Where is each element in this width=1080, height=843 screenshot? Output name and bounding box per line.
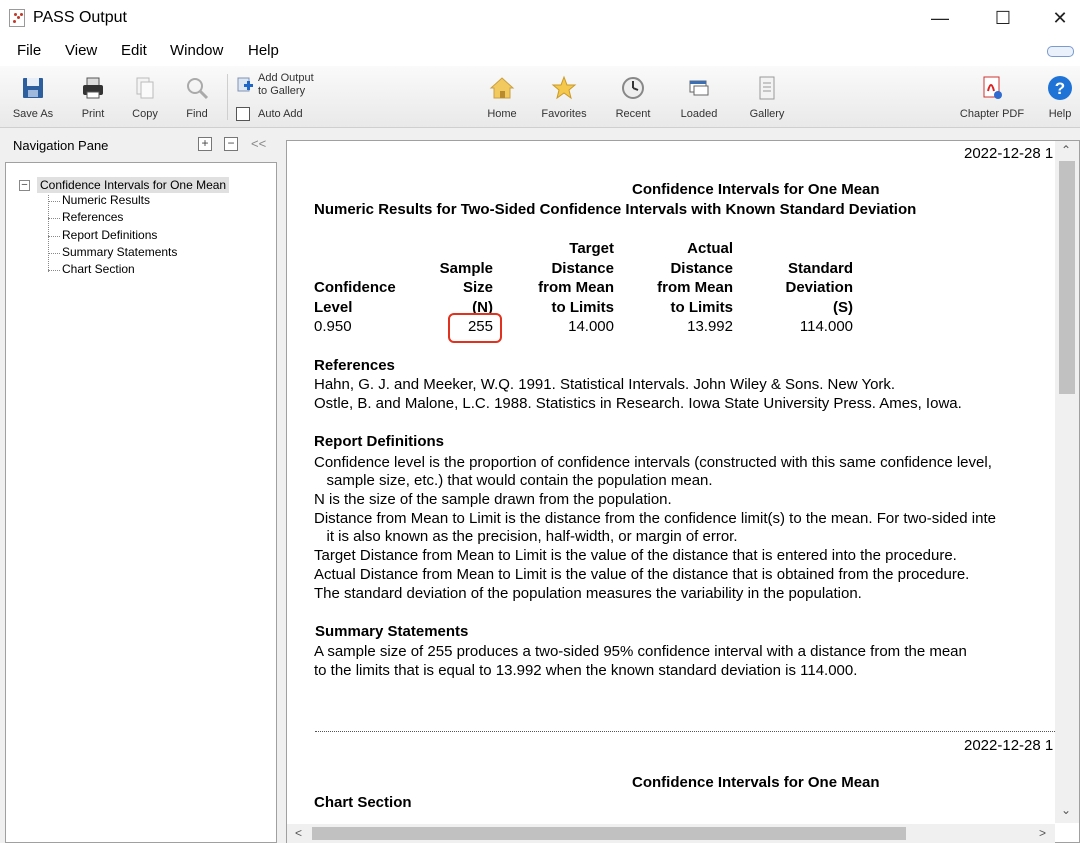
table-header-size: Size: [462, 279, 493, 296]
collapse-pane-button[interactable]: <<: [251, 136, 267, 151]
menu-help[interactable]: Help: [248, 42, 279, 59]
printer-icon: [80, 75, 106, 101]
summary-heading: Summary Statements: [315, 623, 469, 640]
report-subtitle: Numeric Results for Two-Sided Confidence Intervals with Known Standard Deviation: [314, 201, 917, 218]
table-header-actual: Actual: [687, 240, 733, 257]
svg-text:?: ?: [1054, 79, 1066, 98]
copy-button[interactable]: Copy: [120, 66, 170, 128]
menu-view[interactable]: View: [65, 42, 98, 59]
table-cell-standard-deviation: 114.000: [799, 318, 853, 335]
scroll-right-icon[interactable]: >: [1039, 826, 1047, 840]
favorites-button[interactable]: Favorites: [534, 66, 594, 128]
table-cell-target-distance: 14.000: [568, 318, 614, 335]
summary-line: to the limits that is equal to 13.992 when the known standard deviation is 114.000.: [314, 662, 858, 679]
chart-section-heading: Chart Section: [314, 794, 412, 811]
close-button[interactable]: ✕: [1052, 8, 1068, 28]
menu-edit[interactable]: Edit: [121, 42, 147, 59]
home-icon: [489, 75, 515, 101]
star-icon: [551, 75, 577, 101]
save-icon: [20, 75, 46, 101]
table-header-target-distance: Distance: [551, 260, 614, 277]
table-cell-confidence-level: 0.950: [314, 318, 352, 335]
home-button[interactable]: Home: [480, 66, 524, 128]
definition-line: it is also known as the precision, half-width, or margin of error.: [314, 528, 738, 545]
expand-all-icon[interactable]: +: [198, 137, 212, 151]
table-header-sample: Sample: [439, 260, 493, 277]
navigation-tree: − Confidence Intervals for One Mean Numeric Results References Report Definitions Summary Statements Chart Section: [5, 162, 277, 843]
scroll-left-icon[interactable]: <: [295, 826, 303, 840]
title-bar: [0, 0, 1080, 36]
table-header-confidence: Confidence: [314, 279, 396, 296]
navigation-pane-title: Navigation Pane: [13, 138, 109, 153]
reference-1: Hahn, G. J. and Meeker, W.Q. 1991. Statistical Intervals. John Wiley & Sons. New York.: [314, 376, 896, 393]
toolbar-separator: [227, 74, 228, 120]
table-header-level: Level: [314, 299, 353, 316]
table-header-actual-distance: Distance: [670, 260, 733, 277]
menu-window[interactable]: Window: [170, 42, 224, 59]
menu-file[interactable]: File: [17, 42, 42, 59]
add-output-to-gallery-button[interactable]: Add Output to Gallery: [236, 72, 336, 100]
copy-icon: [132, 75, 158, 101]
vertical-scroll-thumb[interactable]: [1059, 161, 1075, 394]
report-content: [287, 141, 1055, 824]
print-button[interactable]: Print: [68, 66, 118, 128]
recent-button[interactable]: Recent: [606, 66, 660, 128]
table-cell-sample-size: 255: [467, 318, 493, 335]
help-button[interactable]: ? Help: [1040, 66, 1080, 128]
table-header-standard: Standard: [787, 260, 853, 277]
toolbar: [0, 66, 1080, 128]
definition-line: sample size, etc.) that would contain the population mean.: [314, 472, 713, 489]
summary-line: A sample size of 255 produces a two-sided 95% confidence interval with a distance from the mean: [314, 643, 967, 660]
windows-icon: [686, 75, 712, 101]
gallery-button[interactable]: Gallery: [740, 66, 794, 128]
table-header-deviation: Deviation: [785, 279, 853, 296]
help-icon: [1047, 75, 1073, 101]
table-header-actual-to-limits: to Limits: [670, 299, 733, 316]
definition-line: N is the size of the sample drawn from the population.: [314, 491, 672, 508]
table-header-target-from-mean: from Mean: [538, 279, 614, 296]
reference-2: Ostle, B. and Malone, L.C. 1988. Statistics in Research. Iowa State University Press. Ames, Iowa.: [314, 395, 962, 412]
chapter-pdf-button[interactable]: Chapter PDF: [952, 66, 1032, 128]
loaded-button[interactable]: Loaded: [672, 66, 726, 128]
horizontal-scroll-thumb[interactable]: [312, 827, 906, 840]
definitions-heading: Report Definitions: [314, 433, 444, 450]
references-heading: References: [314, 357, 395, 374]
definition-line: Actual Distance from Mean to Limit is the value of the distance that is obtained from the procedure.: [314, 566, 970, 583]
pdf-icon: [979, 75, 1005, 101]
find-button[interactable]: Find: [172, 66, 222, 128]
definition-line: Target Distance from Mean to Limit is the value of the distance that is entered into the procedure.: [314, 547, 957, 564]
table-header-s: (S): [833, 299, 853, 316]
save-as-button[interactable]: Save As: [6, 66, 60, 128]
horizontal-scrollbar[interactable]: [287, 824, 1055, 843]
scroll-up-icon[interactable]: ⌃: [1061, 143, 1072, 157]
collapse-all-icon[interactable]: −: [224, 137, 238, 151]
maximize-button[interactable]: ☐: [994, 8, 1012, 28]
definition-line: Confidence level is the proportion of confidence intervals (constructed with this same confidence level,: [314, 454, 992, 471]
table-header-target-to-limits: to Limits: [551, 299, 614, 316]
report-date-2: 2022-12-28 1: [964, 737, 1054, 754]
report-date: 2022-12-28 1: [964, 145, 1054, 162]
table-cell-actual-distance: 13.992: [687, 318, 733, 335]
gallery-icon: [754, 75, 780, 101]
report-title-2: Confidence Intervals for One Mean: [632, 774, 880, 791]
table-header-n: (N): [472, 299, 493, 316]
table-header-target: Target: [569, 240, 614, 257]
clock-icon: [620, 75, 646, 101]
table-header-actual-from-mean: from Mean: [657, 279, 733, 296]
definition-line: Distance from Mean to Limit is the distance from the confidence limit(s) to the mean. For two-sided inte: [314, 510, 996, 527]
menu-bar: [0, 36, 1080, 66]
minimize-button[interactable]: —: [931, 8, 949, 28]
vertical-scrollbar[interactable]: [1055, 141, 1079, 823]
definition-line: The standard deviation of the population measures the variability in the population.: [314, 585, 862, 602]
magnifier-icon: [184, 75, 210, 101]
page-separator: [315, 731, 1055, 732]
window-title: PASS Output: [33, 9, 127, 26]
tree-connector: [48, 195, 49, 272]
scroll-down-icon[interactable]: ⌄: [1061, 803, 1072, 817]
ribbon-toggle-icon[interactable]: [1047, 46, 1074, 57]
report-title: Confidence Intervals for One Mean: [632, 181, 880, 198]
add-gallery-icon: [236, 76, 254, 94]
navigation-pane-header: [0, 128, 282, 162]
sample-size-highlight: [448, 313, 502, 343]
app-icon: [9, 9, 25, 27]
checkbox-box[interactable]: [236, 107, 250, 121]
report-document: [286, 140, 1080, 843]
tree-collapse-icon[interactable]: −: [19, 180, 30, 191]
